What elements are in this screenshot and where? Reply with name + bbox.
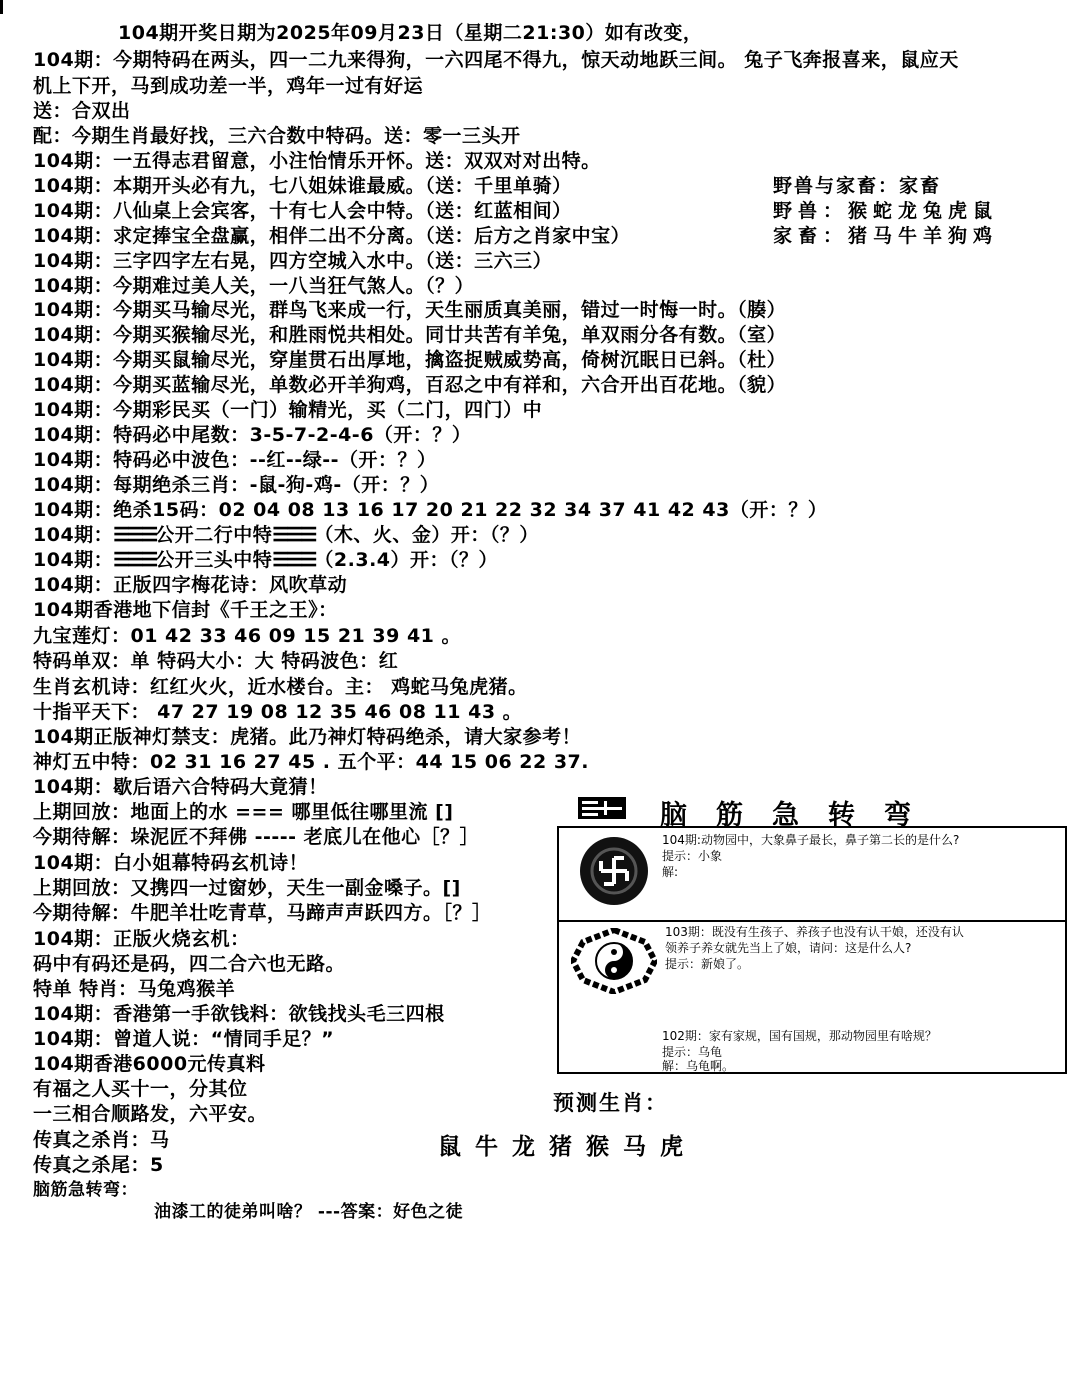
brain-teaser-title: 脑筋急转弯 — [660, 800, 940, 831]
brain-teaser-title-icon — [578, 797, 626, 819]
block-symbols: ☰☰☰ — [113, 524, 156, 546]
q103-hint: 提示：新娘了。 — [665, 957, 750, 971]
prediction-list: 鼠牛龙猪猴马虎 — [438, 1133, 697, 1160]
text-line: 104期：八仙桌上会宾客，十有七人会中特。（送：红蓝相间） — [33, 200, 572, 222]
text-line: 配：今期生肖最好找，三六合数中特码。送：零一三头开 — [33, 125, 521, 147]
block-prefix: 104期： — [33, 549, 114, 571]
text-line: 104期：曾道人说：“情同手足？” — [33, 1028, 335, 1050]
text-line: 104期：正版四字梅花诗：风吹草动 — [33, 574, 348, 596]
domestic-animals: 家畜：猪马牛羊狗鸡 — [773, 225, 999, 247]
text-line: 104期：本期开头必有九，七八姐妹谁最威。（送：千里单骑） — [33, 175, 572, 197]
text-line: 脑筋急转弯： — [33, 1180, 138, 1200]
block-suffix: （2.3.4）开：（？） — [314, 549, 499, 571]
block-symbols: ☰☰☰ — [272, 524, 315, 546]
yin-yang-bagua-icon — [571, 928, 657, 994]
text-line: 104期：今期彩民买（一门）输精光，买（二门，四门）中 — [33, 399, 543, 421]
draw-date-line: 104期开奖日期为2025年09月23日（星期二21:30）如有改变， — [118, 22, 703, 44]
text-line: 104期：特码必中尾数：3-5-7-2-4-6（开：？） — [33, 424, 472, 446]
block-text: 公开三头中特 — [155, 549, 273, 571]
text-line: 一三相合顺路发，六平安。 — [33, 1103, 268, 1125]
block-symbols: ☰☰☰ — [272, 549, 315, 571]
text-line: 送：合双出 — [33, 100, 131, 122]
text-line: 104期正版神灯禁支：虎猪。此乃神灯特码绝杀，请大家参考！ — [33, 726, 582, 748]
text-line: 有福之人买十一，分其位 — [33, 1078, 248, 1100]
text-line: 104期：今期买鼠输尽光，穿崖贯石出厚地，擒盗捉贼威势高，倚树沉眠日已斜。（杜） — [33, 349, 787, 371]
text-line: 104期：每期绝杀三肖：-鼠-狗-鸡-（开：？） — [33, 474, 440, 496]
text-line: 104期：今期难过美人关，一八当狂气煞人。（？） — [33, 275, 475, 297]
riddle-line: 油漆工的徒弟叫啥？ ---答案：好色之徒 — [154, 1202, 464, 1222]
text-line: 传真之杀尾：5 — [33, 1154, 164, 1176]
block-line — [33, 548, 498, 572]
text-line: 上期回放：又携四一过窗妙，天生一副金嗓子。[] — [33, 877, 461, 899]
q102-answer: 解：乌龟啊。 — [662, 1059, 735, 1073]
text-line: 生肖玄机诗：红红火火，近水楼台。主： 鸡蛇马兔虎猪。 — [33, 676, 528, 698]
prediction-label: 预测生肖： — [553, 1091, 668, 1115]
block-suffix: （木、火、金）开：（？） — [314, 524, 539, 546]
text-line: 104期：歇后语六合特码大竟猜！ — [33, 776, 328, 798]
animals-title: 野兽与家畜：家畜 — [773, 175, 942, 197]
text-line: 今期待解：垛泥匠不拜佛 ----- 老底儿在他心［？］ — [33, 826, 480, 848]
text-line: 104期：特码必中波色：--红--绿--（开：？） — [33, 449, 437, 471]
text-line: 机上下开，马到成功差一半，鸡年一过有好运 — [33, 75, 424, 97]
swastika-emblem-icon — [579, 836, 649, 906]
brain-teaser-box — [557, 826, 1067, 1074]
text-line: 104期香港6000元传真料 — [33, 1053, 266, 1075]
text-line: 104期：香港第一手欲钱料：欲钱找头毛三四根 — [33, 1003, 445, 1025]
block-symbols: ☰☰☰ — [113, 549, 156, 571]
text-line: 传真之杀肖：马 — [33, 1129, 170, 1151]
text-line: 104期：今期买马输尽光，群鸟飞来成一行，天生丽质真美丽，错过一时悔一时。（腠） — [33, 299, 787, 321]
text-line: 神灯五中特：02 31 16 27 45 . 五个平：44 15 06 22 37. — [33, 751, 589, 773]
text-line: 特码单双：单 特码大小：大 特码波色：红 — [33, 650, 399, 672]
text-line: 码中有码还是码，四二合六也无路。 — [33, 953, 346, 975]
text-line: 104期：今期特码在两头，四一二九来得狗，一六四尾不得九，惊天动地跃三间。 兔子飞奔报喜来，鼠应天 — [33, 49, 959, 71]
text-line: 104期：一五得志君留意，小注怡情乐开怀。送：双双对对出特。 — [33, 150, 601, 172]
text-line: 104期香港地下信封《千王之王》： — [33, 599, 338, 621]
brain-teaser-divider — [559, 920, 1065, 922]
text-line: 104期：正版火烧玄机： — [33, 928, 250, 950]
q104-question: 104期:动物园中，大象鼻子最长，鼻子第二长的是什么? — [662, 833, 960, 847]
text-line: 104期：白小姐幕特码玄机诗！ — [33, 852, 309, 874]
text-line: 104期：今期买猴输尽光，和胜雨悦共相处。同廿共苦有羊兔，单双雨分各有数。（室） — [33, 324, 787, 346]
q103-question-line2: 领养子养女就先当上了娘，请问：这是什么人? — [665, 941, 912, 955]
wild-animals: 野兽：猴蛇龙兔虎鼠 — [773, 200, 999, 222]
q102-question: 102期：家有家规，国有国规，那动物园里有啥规？ — [662, 1029, 937, 1043]
text-line: 104期：绝杀15码：02 04 08 13 16 17 20 21 22 32 34 37 41 42 43（开：？） — [33, 499, 828, 521]
text-line: 104期：三字四字左右晃，四方空城入水中。（送：三六三） — [33, 250, 553, 272]
text-line: 104期：今期买蓝输尽光，单数必开羊狗鸡，百忍之中有祥和，六合开出百花地。（貌） — [33, 374, 787, 396]
text-line: 九宝莲灯：01 42 33 46 09 15 21 39 41 。 — [33, 625, 461, 647]
block-text: 公开二行中特 — [155, 524, 273, 546]
text-line: 十指平天下： 47 27 19 08 12 35 46 08 11 43 。 — [33, 701, 523, 723]
q104-hint: 提示：小象 — [662, 849, 723, 863]
text-line: 今期待解：牛肥羊壮吃青草，马蹄声声跃四方。［？］ — [33, 902, 492, 924]
block-prefix: 104期： — [33, 524, 114, 546]
corner-mark — [0, 0, 3, 14]
text-line: 特单 特肖：马兔鸡猴羊 — [33, 978, 236, 1000]
q103-question-line1: 103期：既没有生孩子、养孩子也没有认干娘，还没有认 — [665, 925, 964, 939]
block-line — [33, 523, 539, 547]
text-line: 104期：求定捧宝全盘赢，相伴二出不分离。（送：后方之肖家中宝） — [33, 225, 631, 247]
q102-hint: 提示：乌龟 — [662, 1045, 723, 1059]
text-line: 上期回放：地面上的水 === 哪里低往哪里流 [] — [33, 801, 454, 823]
q104-answer: 解: — [662, 865, 679, 879]
